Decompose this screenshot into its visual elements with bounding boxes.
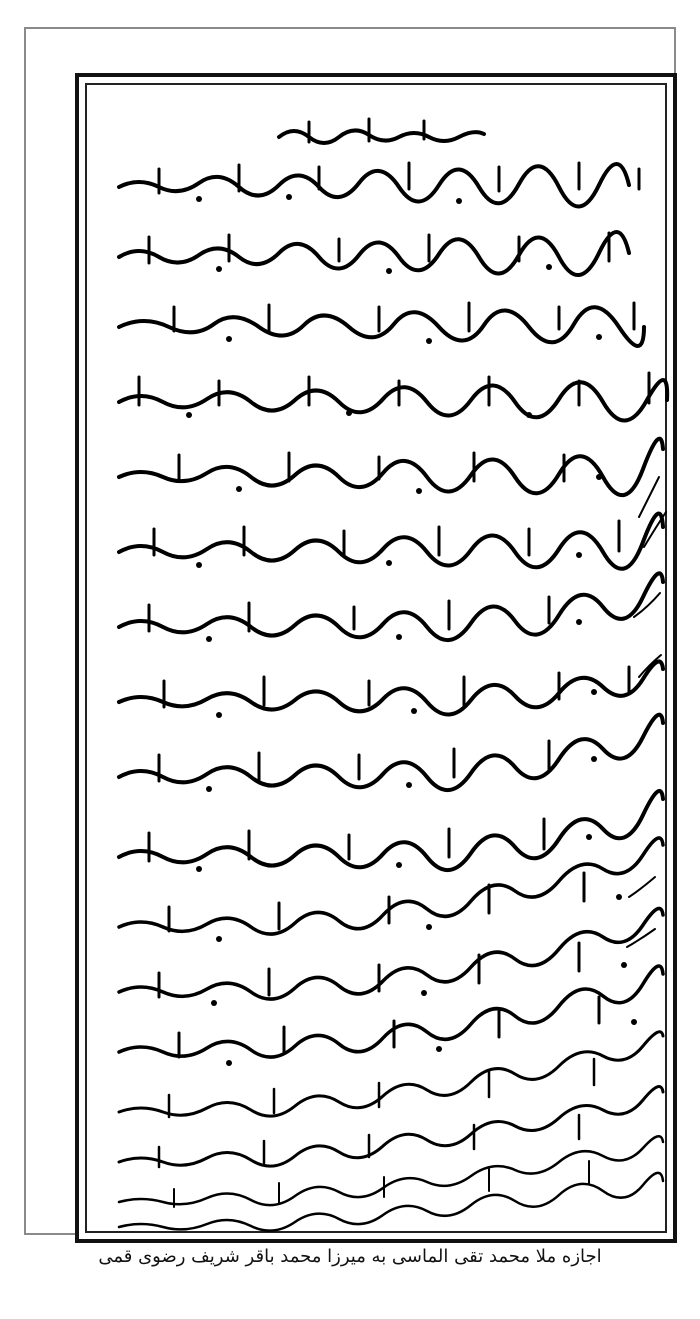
image-frame (24, 27, 676, 1235)
image-caption: اجازه ملا محمد تقی الماسی به میرزا محمد باقر شریف رضوی قمی (98, 1246, 602, 1267)
manuscript-image (75, 73, 677, 1243)
handwritten-text-drawing (79, 77, 677, 1243)
